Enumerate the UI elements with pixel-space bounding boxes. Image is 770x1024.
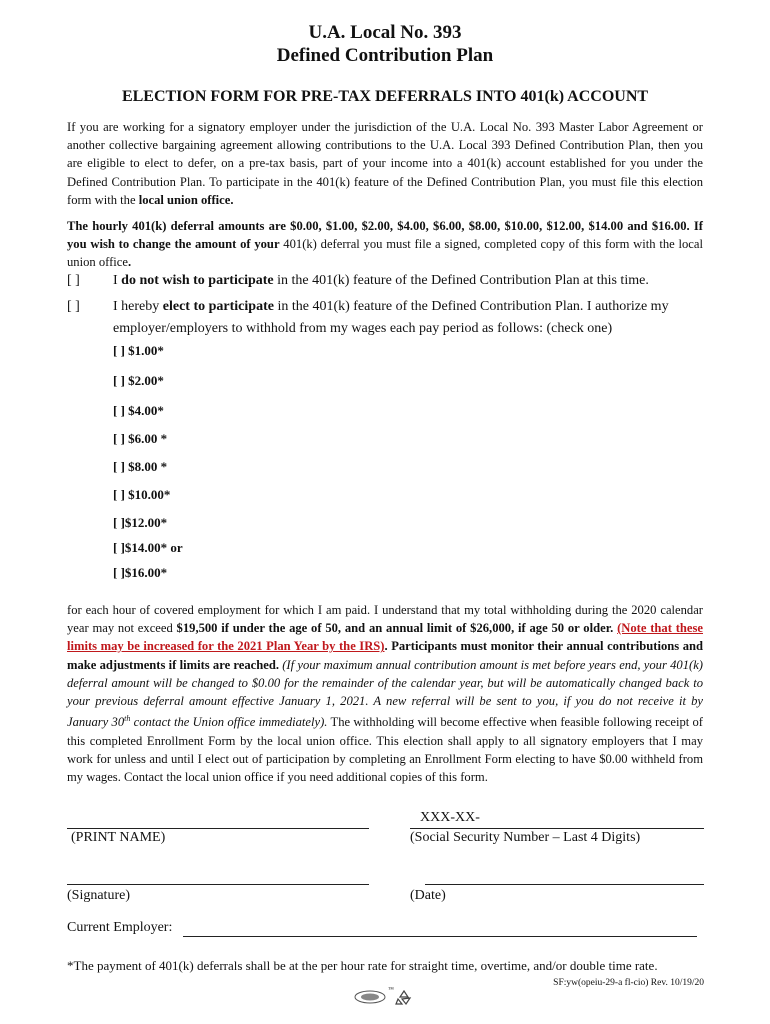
plan-subtitle: Defined Contribution Plan — [276, 45, 494, 66]
plan-title: U.A. Local No. 393 — [308, 22, 462, 43]
amounts-note-end: . — [127, 255, 132, 270]
amount-option-1[interactable]: [ ] $1.00* — [113, 343, 164, 358]
withholding-limits: $19,500 if under the age of 50, and an annual limit of $26,000, if age 50 or older. — [176, 621, 614, 636]
print-name-line[interactable] — [67, 828, 369, 829]
signature-line[interactable] — [67, 884, 369, 885]
decline-pre: I — [113, 273, 122, 288]
decline-option-text — [113, 270, 708, 292]
ordinal-suffix: th — [124, 714, 131, 724]
elect-option-text — [113, 296, 708, 340]
ssn-prefix: XXX-XX- — [420, 810, 480, 825]
elect-post: in the 401(k) feature of the Defined Contribution Plan. I authorize my employer/employers to withhold from my wages each pay period as follows: (check one) — [113, 299, 669, 336]
decline-checkbox[interactable]: [ ] — [67, 273, 80, 288]
amounts-paragraph — [67, 217, 703, 272]
amount-option-2[interactable]: [ ] $2.00* — [113, 373, 164, 388]
amount-option-12[interactable]: [ ]$12.00* — [113, 515, 168, 530]
withholding-text-1: for each hour of covered employment for which I am paid. I understand that my total withholding during the 2020 calendar year may not exceed — [67, 603, 703, 636]
elect-pre: I hereby — [113, 299, 163, 314]
intro-paragraph — [67, 118, 703, 209]
amount-option-8[interactable]: [ ] $8.00 * — [113, 459, 168, 474]
signature-label: (Signature) — [67, 888, 130, 903]
footnote: *The payment of 401(k) deferrals shall be at the per hour rate for straight time, overtime, and/or double time rate. — [67, 958, 658, 973]
union-bug-icon — [352, 988, 422, 1008]
withholding-paragraph — [67, 601, 703, 786]
intro-bold-end: local union office. — [138, 192, 234, 207]
decline-bold: do not wish to participate — [121, 273, 274, 288]
date-label: (Date) — [410, 888, 446, 903]
date-line[interactable] — [425, 884, 704, 885]
revision-code: SF:yw(opeiu-29-a fl-cio) Rev. 10/19/20 — [553, 978, 704, 988]
amounts-note-bold: The hourly 401(k) deferral amounts are $0.00, $1.00, $2.00, $4.00, $6.00, $8.00, $10.00, $12.00, $14.00 and $16.00. If you wish to change the amount of your — [67, 219, 703, 252]
form-heading: ELECTION FORM FOR PRE-TAX DEFERRALS INTO 401(k) ACCOUNT — [121, 88, 649, 105]
elect-checkbox[interactable]: [ ] — [67, 299, 80, 314]
employer-line[interactable] — [183, 936, 697, 937]
amount-option-4[interactable]: [ ] $4.00* — [113, 403, 164, 418]
intro-text: If you are working for a signatory employer under the jurisdiction of the U.A. Local No. 393 Master Labor Agreement or another collective bargaining agreement allowing contributions to the U.A. Local 393 Defined Contribution Plan, then you are eligible to elect to defer, on a pre-tax basis, part of your income into a 401(k) account established for you under the Defined Contribution Plan. To participate in the 401(k) feature of the Defined Contribution Plan, you must file this election form with the — [67, 120, 703, 207]
footer-logos — [352, 988, 422, 1013]
max-contribution-note-end: contact the Union office immediately). — [130, 715, 328, 730]
amount-option-16[interactable]: [ ]$16.00* — [113, 565, 168, 580]
max-contribution-note: (If your maximum annual contribution amount is met before years end, your 401(k) deferral amount will be changed to $0.00 for the remainder of the calendar year, but will be automatically changed back to your previous deferral amount effective January 1, 2021. A new referral will be sent to you, if you do not receive it by January 30 — [67, 657, 703, 730]
amount-option-10[interactable]: [ ] $10.00* — [113, 487, 171, 502]
decline-post: in the 401(k) feature of the Defined Contribution Plan at this time. — [273, 273, 649, 288]
withholding-text-2: The withholding will become effective when feasible following receipt of this completed Enrollment Form by the local union office. This election shall apply to all signatory employers that I may work for unless and until I elect out of participation by completing an Enrollment Form electing to have $0.00 withheld from my wages. Contact the local union office if you need additional copies of this form. — [67, 715, 704, 785]
print-name-label: (PRINT NAME) — [71, 830, 166, 845]
amount-option-6[interactable]: [ ] $6.00 * — [113, 431, 168, 446]
irs-limits-note: (Note that these limits may be increased for the 2021 Plan Year by the IRS) — [67, 621, 703, 654]
monitor-notice: . Participants must monitor their annual contributions and make adjustments if limits are reached. — [67, 639, 703, 672]
union-mark: ™ — [388, 987, 394, 993]
ssn-label: (Social Security Number – Last 4 Digits) — [410, 830, 641, 845]
elect-bold: elect to participate — [162, 299, 274, 314]
recycle-icon — [396, 991, 410, 1004]
amount-option-14[interactable]: [ ]$14.00* or — [113, 540, 183, 555]
employer-label: Current Employer: — [67, 920, 173, 935]
ssn-line[interactable] — [410, 828, 704, 829]
amounts-note-text: 401(k) deferral you must file a signed, completed copy of this form with the local union office — [67, 237, 703, 270]
